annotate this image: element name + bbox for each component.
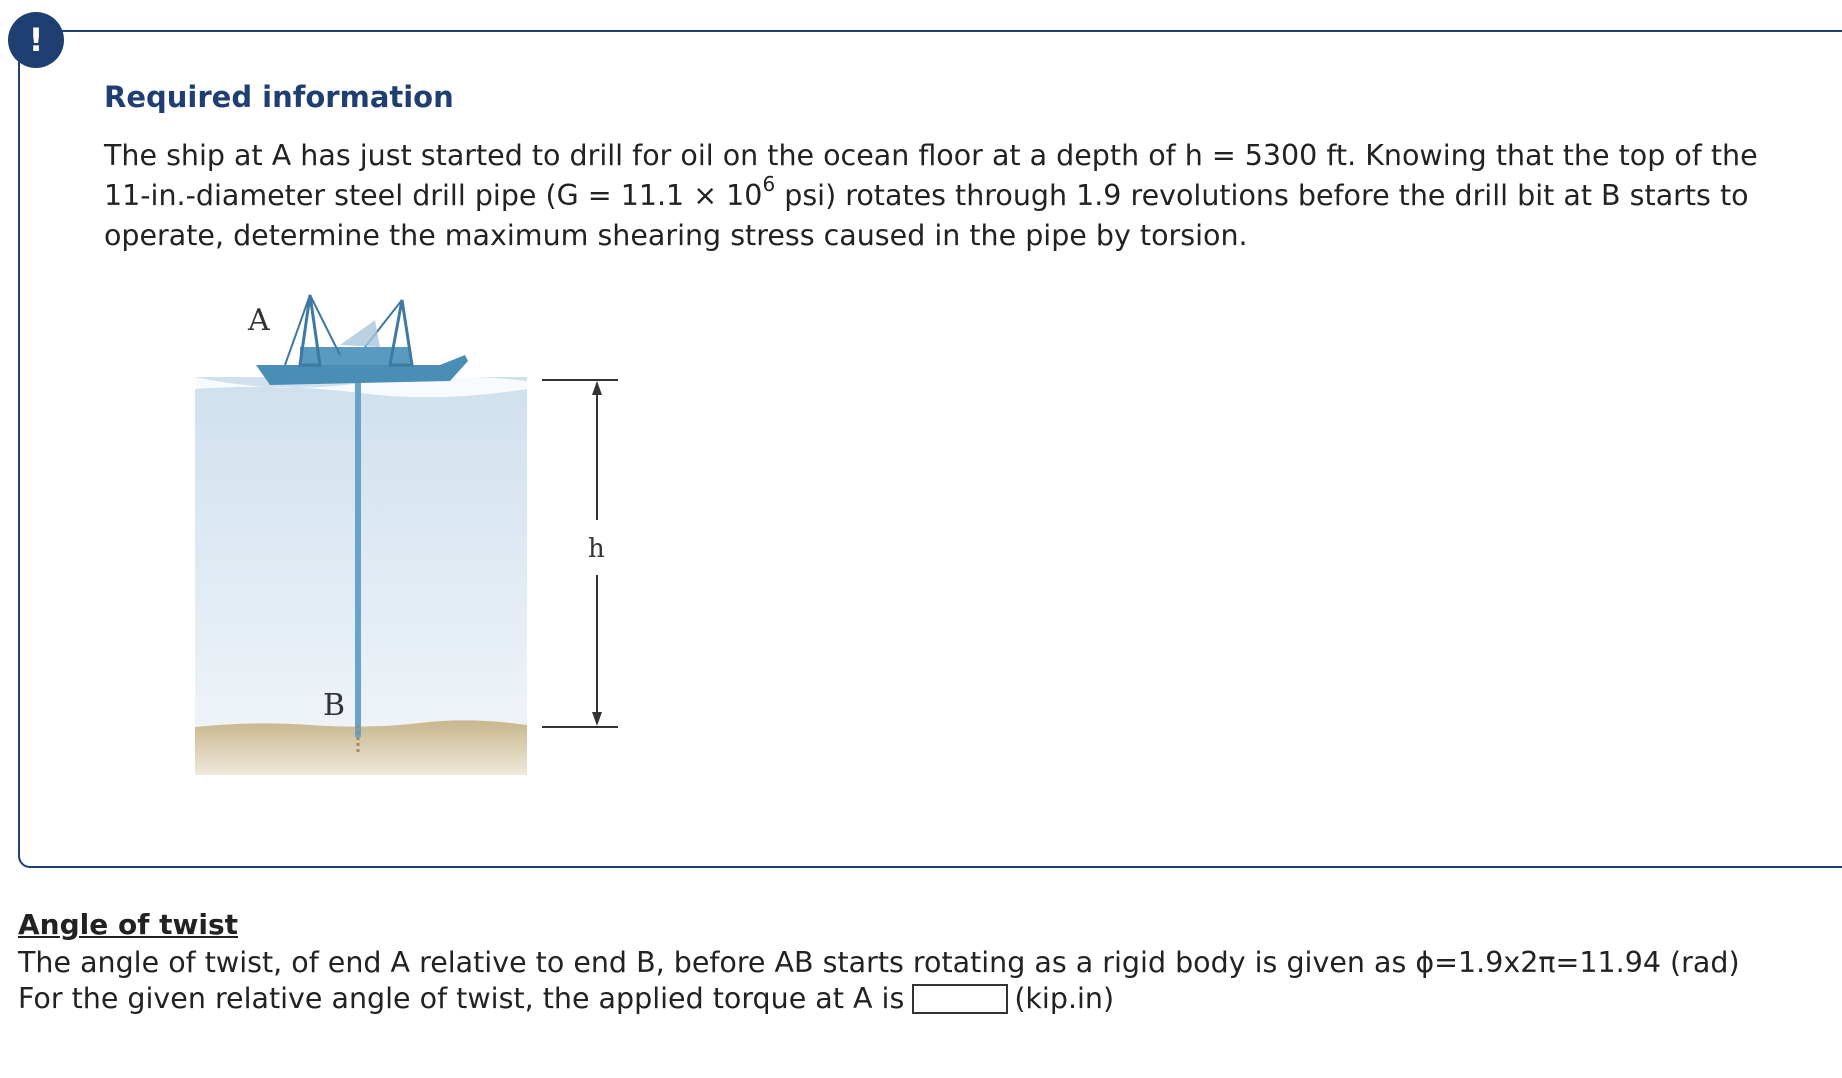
section-title: Angle of twist [18,908,239,941]
problem-text-part2: psi) rotates through 1.9 revolutions before the drill bit at B starts to operate, determine the maximum shearing stress caused in the pipe by torsion. [104,179,1749,252]
drill-ship-figure [190,285,630,780]
problem-exponent: 6 [762,171,776,196]
info-title: Required information [104,80,454,114]
alert-icon [8,12,64,68]
label-b: B [323,688,346,723]
arrow-up [592,381,602,395]
torque-question [18,982,1114,1015]
label-a: A [248,303,270,338]
twist-statement: The angle of twist, of end A relative to end B, before AB starts rotating as a rigid body is given as ϕ=1.9x2π=11.94 (rad) [18,946,1740,979]
drill-ship-illustration [190,285,630,780]
torque-unit: (kip.in) [1014,982,1115,1015]
arrow-down [592,712,602,726]
ship-sail [340,320,380,347]
drill-pipe [355,377,361,737]
exclamation-icon: ! [28,21,44,59]
torque-answer-input[interactable] [912,984,1008,1014]
label-h: h [588,534,605,564]
problem-statement [104,136,1804,256]
problem-text-part1: The ship at A has just started to drill for oil on the ocean floor at a depth of h = 5300 ft. Knowing that the top of the 11-in.-diameter steel drill pipe (G = 11.1 × 10 [104,139,1758,212]
torque-question-label: For the given relative angle of twist, the applied torque at A is [18,982,905,1015]
